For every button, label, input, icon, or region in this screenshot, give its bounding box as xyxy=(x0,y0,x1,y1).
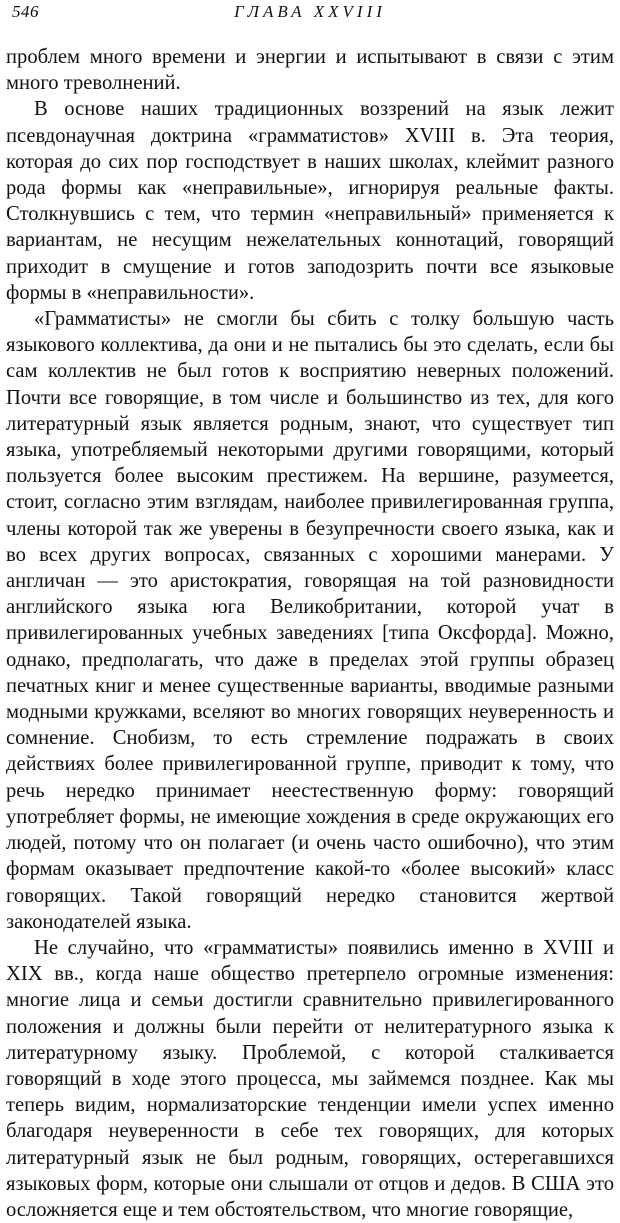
page-header xyxy=(6,0,614,34)
paragraph: В основе наших традиционных воззрений на язык лежит псевдонаучная доктрина «грамматистов» XVIII в. Эта теория, которая до сих пор господствует в наших школах, клеймит разного рода формы как «неправильные», игнорируя реальные факты. Столкнувшись с тем, что термин «неправильный» применяется к вариантам, не несущим нежелательных коннотаций, говорящий приходит в смущение и готов заподозрить почти все языковые формы в «неправильности». xyxy=(6,98,614,304)
paragraph-continued: проблем много времени и энергии и испытывают в связи с этим много треволнений. xyxy=(6,46,614,95)
page-number: 546 xyxy=(12,2,39,21)
body-text xyxy=(6,44,614,1223)
paragraph: Не случайно, что «грамматисты» появились именно в XVIII и XIX вв., когда наше общество претерпело огромные изменения: многие лица и семьи достигли сравнительно привилегированного положения и должны были перейти от нелитературного языка к литературному языку. Проблемой, с которой сталкивается говорящий в ходе этого процесса, мы займемся позднее. Как мы теперь видим, нормализаторские тенденции имели успех именно благодаря неуверенности в себе тех говорящих, для которых литературный язык не был родным, говорящих, остерегавшихся языковых форм, которые они слышали от отцов и дедов. В США это осложняется еще и тем обстоятельством, что многие говорящие, xyxy=(6,936,614,1221)
running-head: ГЛАВА XXVIII xyxy=(234,2,386,21)
paragraph: «Грамматисты» не смогли бы сбить с толку большую часть языкового коллектива, да они и не пытались бы это сделать, если бы сам коллектив не был готов к восприятию неверных положений. Почти все говорящие, в том числе и большинство из тех, для кого литературный язык является родным, знают, что существует тип языка, употребляемый некоторыми другими говорящими, который пользуется более высоким престижем. На вершине, разумеется, стоит, согласно этим взглядам, наиболее привилегированная группа, члены которой так же уверены в безупречности своего языка, как и во всех других вопросах, связанных с хорошими манерами. У англичан — это аристократия, говорящая на той разновидности английского языка юга Великобритании, которой учат в привилегированных учебных заведениях [типа Оксфорда]. Можно, однако, предполагать, что даже в пределах этой группы образец печатных книг и менее существенные варианты, вводимые разными модными кружками, вселяют во многих говорящих неуверенность и сомнение. Снобизм, то есть стремление подражать в своих действиях более привилегированной группе, приводит к тому, что речь нередко принимает неестественную форму: говорящий употребляет формы, не имеющие хождения в среде окружающих его людей, потому что он полагает (и очень часто ошибочно), что этим формам оказывает предпочтение какой-то «более высокий» класс говорящих. Такой говорящий нередко становится жертвой законодателей языка. xyxy=(6,308,614,933)
